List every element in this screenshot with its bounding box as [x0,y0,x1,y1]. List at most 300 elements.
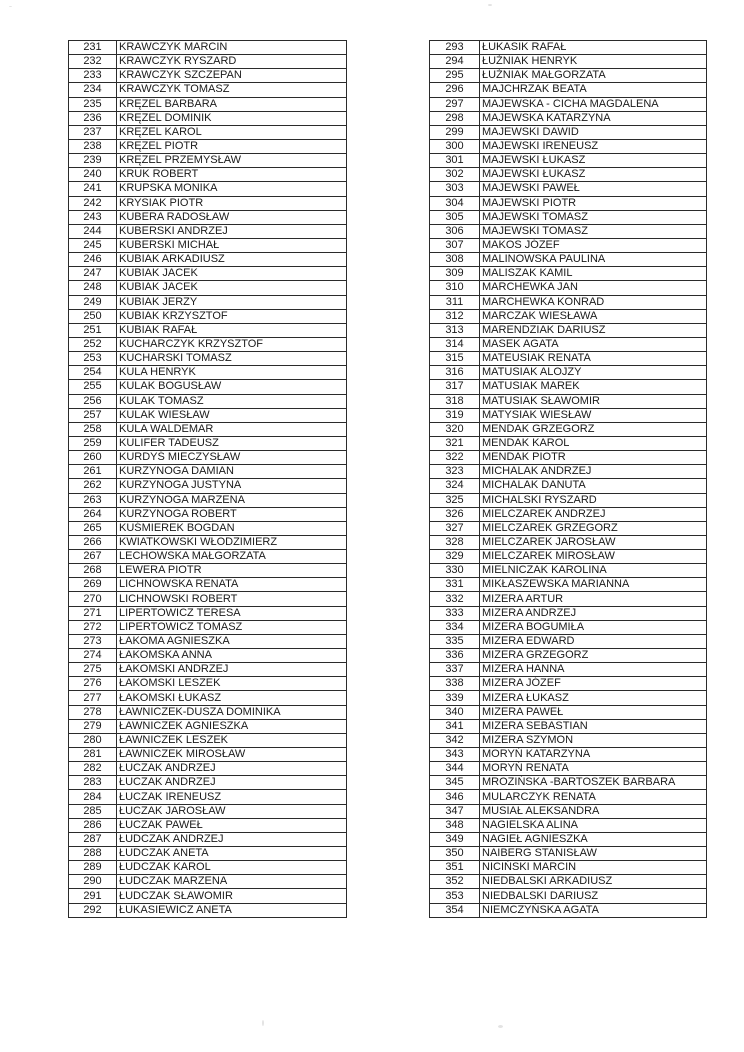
person-name: KRĘZEL DOMINIK [117,111,347,125]
table-row [69,733,347,747]
row-number: 299 [430,125,480,139]
row-number: 286 [69,818,117,832]
person-name: KRĘZEL PRZEMYSŁAW [117,154,347,168]
table-row [430,804,707,818]
person-name: MIZERA ARTUR [480,592,707,606]
table-row [69,832,347,846]
person-name: KRUPSKA MONIKA [117,182,347,196]
row-number: 252 [69,337,117,351]
row-number: 338 [430,677,480,691]
person-name: ŁAWNICZEK AGNIESZKA [117,719,347,733]
row-number: 313 [430,323,480,337]
row-number: 323 [430,465,480,479]
row-number: 260 [69,451,117,465]
table-row [69,719,347,733]
table-row [430,394,707,408]
row-number: 337 [430,663,480,677]
person-name: MIZERA SEBASTIAN [480,719,707,733]
table-row [69,422,347,436]
row-number: 239 [69,154,117,168]
person-name: KUBIAK RAFAŁ [117,323,347,337]
table-row [69,394,347,408]
row-number: 269 [69,578,117,592]
table-body-right [430,41,707,918]
row-number: 235 [69,97,117,111]
person-name: MAJEWSKI PIOTR [480,196,707,210]
table-row [430,847,707,861]
table-row [430,451,707,465]
scan-speck [488,4,492,6]
row-number: 281 [69,748,117,762]
person-name: KURDYŚ MIECZYSŁAW [117,451,347,465]
person-name: KUBERSKI MICHAŁ [117,238,347,252]
row-number: 242 [69,196,117,210]
row-number: 331 [430,578,480,592]
row-number: 232 [69,55,117,69]
row-number: 324 [430,479,480,493]
table-row [69,196,347,210]
table-row [69,125,347,139]
table-row [430,168,707,182]
table-row [430,436,707,450]
table-row [430,238,707,252]
table-row [69,889,347,903]
person-name: KUBERSKI ANDRZEJ [117,224,347,238]
person-name: KRĘZEL BARBARA [117,97,347,111]
person-name: KURZYNOGA ROBERT [117,507,347,521]
table-row [69,677,347,691]
person-name: MIZERA ŁUKASZ [480,691,707,705]
table-row [69,535,347,549]
row-number: 321 [430,436,480,450]
table-row [69,337,347,351]
row-number: 248 [69,281,117,295]
table-row [430,649,707,663]
table-row [69,550,347,564]
table-row [430,832,707,846]
row-number: 236 [69,111,117,125]
person-name: MIELNICZAK KAROLINA [480,564,707,578]
table-row [430,83,707,97]
person-name: KRUK ROBERT [117,168,347,182]
person-name: MAJEWSKI TOMASZ [480,224,707,238]
table-row [430,154,707,168]
row-number: 326 [430,507,480,521]
person-name: KRĘZEL PIOTR [117,139,347,153]
row-number: 311 [430,295,480,309]
person-name: KULA HENRYK [117,366,347,380]
row-number: 333 [430,606,480,620]
row-number: 265 [69,521,117,535]
table-row [430,196,707,210]
table-row [69,578,347,592]
person-name: MAJEWSKI IRENEUSZ [480,139,707,153]
person-name: ŁUŹNIAK HENRYK [480,55,707,69]
person-name: MATUSIAK MAREK [480,380,707,394]
row-number: 346 [430,790,480,804]
row-number: 314 [430,337,480,351]
table-row [69,507,347,521]
row-number: 327 [430,521,480,535]
row-number: 322 [430,451,480,465]
person-name: ŁUKASIK RAFAŁ [480,41,707,55]
table-row [69,182,347,196]
row-number: 288 [69,847,117,861]
row-number: 310 [430,281,480,295]
table-row [430,125,707,139]
scan-speck [262,1020,264,1026]
person-name: KUBIAK KRZYSZTOF [117,309,347,323]
row-number: 276 [69,677,117,691]
row-number: 240 [69,168,117,182]
person-name: MARENDZIAK DARIUSZ [480,323,707,337]
table-row [430,41,707,55]
table-row [69,408,347,422]
person-name: MALINOWSKA PAULINA [480,253,707,267]
table-row [430,111,707,125]
person-name: MORYŃ RENATA [480,762,707,776]
voter-list-table-left [68,40,347,918]
row-number: 253 [69,352,117,366]
person-name: MIZERA JÓZEF [480,677,707,691]
person-name: LECHOWSKA MAŁGORZATA [117,550,347,564]
person-name: KUŚMIEREK BOGDAN [117,521,347,535]
person-name: ŁAWNICZEK-DUSZA DOMINIKA [117,705,347,719]
person-name: MARCZAK WIESŁAWA [480,309,707,323]
table-row [69,493,347,507]
row-number: 329 [430,550,480,564]
row-number: 350 [430,847,480,861]
row-number: 302 [430,168,480,182]
row-number: 278 [69,705,117,719]
row-number: 259 [69,436,117,450]
table-row [430,620,707,634]
row-number: 272 [69,620,117,634]
person-name: MAJEWSKA KATARZYNA [480,111,707,125]
person-name: LICHNOWSKI ROBERT [117,592,347,606]
row-number: 262 [69,479,117,493]
person-name: KUCHARSKI TOMASZ [117,352,347,366]
person-name: MARCHEWKA KONRAD [480,295,707,309]
table-row [430,352,707,366]
person-name: KURZYNOGA JUSTYNA [117,479,347,493]
row-number: 247 [69,267,117,281]
table-row [430,97,707,111]
table-row [69,281,347,295]
person-name: MAJEWSKI ŁUKASZ [480,154,707,168]
person-name: MENDAK KAROL [480,436,707,450]
row-number: 282 [69,762,117,776]
person-name: ŁUCZAK IRENEUSZ [117,790,347,804]
table-body-left [69,41,347,918]
row-number: 344 [430,762,480,776]
person-name: ŁUCZAK JAROSŁAW [117,804,347,818]
row-number: 342 [430,733,480,747]
person-name: NAGIELSKA ALINA [480,818,707,832]
row-number: 349 [430,832,480,846]
table-row [430,875,707,889]
person-name: MENDAK PIOTR [480,451,707,465]
table-row [430,634,707,648]
person-name: MALISZAK KAMIL [480,267,707,281]
table-row [430,776,707,790]
table-row [69,776,347,790]
person-name: KRAWCZYK TOMASZ [117,83,347,97]
person-name: MAJEWSKI TOMASZ [480,210,707,224]
person-name: ŁUCZAK PAWEŁ [117,818,347,832]
table-row [430,380,707,394]
person-name: ŁUCZAK ANDRZEJ [117,762,347,776]
row-number: 234 [69,83,117,97]
table-row [69,748,347,762]
row-number: 307 [430,238,480,252]
table-row [69,41,347,55]
person-name: KUBIAK ARKADIUSZ [117,253,347,267]
person-name: KULAK WIESŁAW [117,408,347,422]
table-row [430,606,707,620]
table-row [430,691,707,705]
table-row [69,210,347,224]
person-name: ŁUDCZAK MARZENA [117,875,347,889]
person-name: MORYŃ KATARZYNA [480,748,707,762]
person-name: ŁUDCZAK KAROL [117,861,347,875]
person-name: MIKŁASZEWSKA MARIANNA [480,578,707,592]
person-name: ŁUKASIEWICZ ANETA [117,903,347,917]
scan-speck [498,1025,503,1028]
table-row [69,790,347,804]
person-name: MIZERA EDWARD [480,634,707,648]
row-number: 261 [69,465,117,479]
row-number: 320 [430,422,480,436]
table-row [69,309,347,323]
table-row [430,903,707,917]
person-name: MIELCZAREK ANDRZEJ [480,507,707,521]
table-row [69,620,347,634]
row-number: 244 [69,224,117,238]
table-row [69,295,347,309]
table-row [430,733,707,747]
person-name: KURZYNOGA MARZENA [117,493,347,507]
person-name: MIELCZAREK GRZEGORZ [480,521,707,535]
table-row [69,479,347,493]
table-row [69,111,347,125]
row-number: 289 [69,861,117,875]
row-number: 279 [69,719,117,733]
person-name: KULAK BOGUSŁAW [117,380,347,394]
person-name: NAGIEŁ AGNIESZKA [480,832,707,846]
row-number: 263 [69,493,117,507]
table-row [430,337,707,351]
person-name: MIELCZAREK JAROSŁAW [480,535,707,549]
table-row [69,649,347,663]
row-number: 352 [430,875,480,889]
row-number: 275 [69,663,117,677]
row-number: 292 [69,903,117,917]
row-number: 294 [430,55,480,69]
person-name: NIEMCZYŃSKA AGATA [480,903,707,917]
table-row [430,281,707,295]
table-row [69,238,347,252]
table-row [430,366,707,380]
table-row [69,847,347,861]
table-row [430,889,707,903]
table-row [69,465,347,479]
row-number: 309 [430,267,480,281]
person-name: KUCHARCZYK KRZYSZTOF [117,337,347,351]
table-row [430,309,707,323]
table-row [69,436,347,450]
person-name: ŁAWNICZEK LESZEK [117,733,347,747]
row-number: 283 [69,776,117,790]
person-name: MIZERA PAWEŁ [480,705,707,719]
person-name: ŁAKOMSKI ANDRZEJ [117,663,347,677]
row-number: 348 [430,818,480,832]
table-row [430,790,707,804]
row-number: 254 [69,366,117,380]
row-number: 334 [430,620,480,634]
table-row [69,818,347,832]
table-row [69,97,347,111]
table-row [69,691,347,705]
person-name: ŁUDCZAK ANDRZEJ [117,832,347,846]
row-number: 308 [430,253,480,267]
person-name: ŁAKOMSKA ANNA [117,649,347,663]
table-row [69,69,347,83]
table-row [430,182,707,196]
row-number: 353 [430,889,480,903]
row-number: 284 [69,790,117,804]
row-number: 268 [69,564,117,578]
person-name: ŁUDCZAK SŁAWOMIR [117,889,347,903]
table-row [430,748,707,762]
person-name: KRAWCZYK SZCZEPAN [117,69,347,83]
person-name: ŁAKOMA AGNIESZKA [117,634,347,648]
table-row [430,253,707,267]
row-number: 273 [69,634,117,648]
table-row [430,677,707,691]
person-name: MICHALAK ANDRZEJ [480,465,707,479]
row-number: 267 [69,550,117,564]
row-number: 251 [69,323,117,337]
person-name: LIPERTOWICZ TOMASZ [117,620,347,634]
person-name: ŁUŹNIAK MAŁGORZATA [480,69,707,83]
person-name: MAJEWSKA - CICHA MAGDALENA [480,97,707,111]
person-name: KRAWCZYK MARCIN [117,41,347,55]
row-number: 264 [69,507,117,521]
row-number: 290 [69,875,117,889]
person-name: MULARCZYK RENATA [480,790,707,804]
person-name: MAJEWSKI ŁUKASZ [480,168,707,182]
person-name: MAKOS JÓZEF [480,238,707,252]
row-number: 317 [430,380,480,394]
table-row [69,861,347,875]
table-row [69,55,347,69]
row-number: 336 [430,649,480,663]
table-row [69,592,347,606]
row-number: 291 [69,889,117,903]
table-row [69,267,347,281]
row-number: 318 [430,394,480,408]
person-name: KURZYNOGA DAMIAN [117,465,347,479]
row-number: 293 [430,41,480,55]
table-row [430,521,707,535]
person-name: KRAWCZYK RYSZARD [117,55,347,69]
table-row [69,564,347,578]
table-row [69,634,347,648]
table-row [69,224,347,238]
row-number: 255 [69,380,117,394]
person-name: MATUSIAK ALOJZY [480,366,707,380]
row-number: 354 [430,903,480,917]
table-row [430,55,707,69]
table-row [430,535,707,549]
person-name: NAIBERG STANISŁAW [480,847,707,861]
row-number: 330 [430,564,480,578]
row-number: 287 [69,832,117,846]
person-name: MAJCHRZAK BEATA [480,83,707,97]
row-number: 249 [69,295,117,309]
table-row [430,224,707,238]
row-number: 280 [69,733,117,747]
table-row [430,719,707,733]
row-number: 298 [430,111,480,125]
table-row [430,139,707,153]
person-name: ŁUDCZAK ANETA [117,847,347,861]
person-name: MIELCZAREK MIROSŁAW [480,550,707,564]
person-name: ŁAKOMSKI ŁUKASZ [117,691,347,705]
row-number: 274 [69,649,117,663]
table-row [430,578,707,592]
table-row [430,762,707,776]
table-row [430,493,707,507]
table-row [69,521,347,535]
row-number: 245 [69,238,117,252]
row-number: 312 [430,309,480,323]
table-row [69,168,347,182]
row-number: 300 [430,139,480,153]
person-name: ŁAKOMSKI LESZEK [117,677,347,691]
row-number: 277 [69,691,117,705]
row-number: 266 [69,535,117,549]
person-name: LICHNOWSKA RENATA [117,578,347,592]
row-number: 303 [430,182,480,196]
table-row [430,295,707,309]
table-row [69,83,347,97]
table-row [69,804,347,818]
row-number: 243 [69,210,117,224]
person-name: MATEUSIAK RENATA [480,352,707,366]
row-number: 316 [430,366,480,380]
person-name: NIEDBALSKI ARKADIUSZ [480,875,707,889]
person-name: MATUSIAK SŁAWOMIR [480,394,707,408]
row-number: 285 [69,804,117,818]
row-number: 315 [430,352,480,366]
table-row [430,408,707,422]
row-number: 319 [430,408,480,422]
person-name: MIZERA HANNA [480,663,707,677]
person-name: KUBIAK JACEK [117,267,347,281]
table-row [430,323,707,337]
row-number: 238 [69,139,117,153]
row-number: 339 [430,691,480,705]
person-name: KUBIAK JERZY [117,295,347,309]
person-name: LIPERTOWICZ TERESA [117,606,347,620]
person-name: NIEDBALSKI DARIUSZ [480,889,707,903]
row-number: 301 [430,154,480,168]
person-name: MUSIAŁ ALEKSANDRA [480,804,707,818]
person-name: ŁUCZAK ANDRZEJ [117,776,347,790]
table-row [69,875,347,889]
